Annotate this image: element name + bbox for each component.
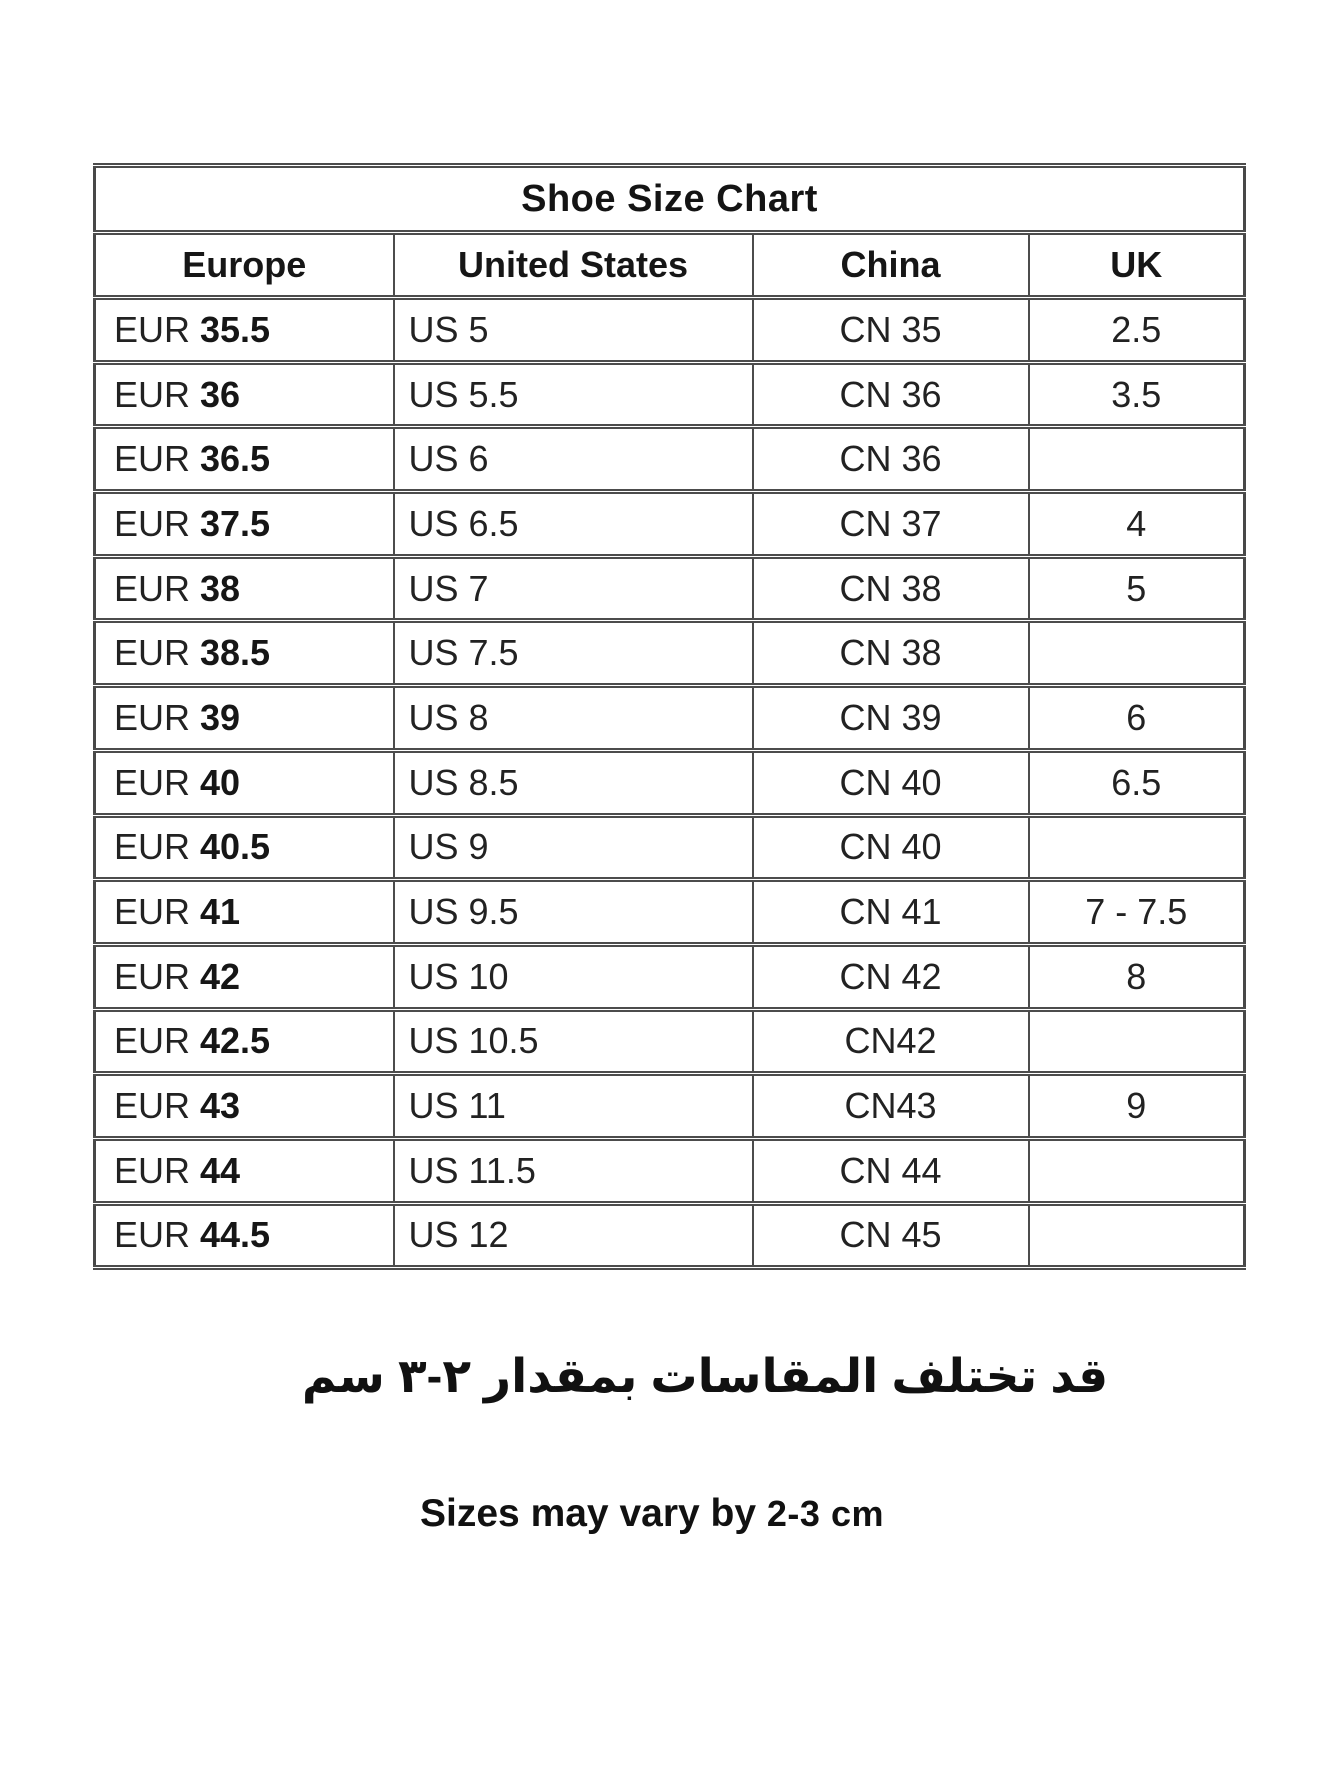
eur-prefix: EUR bbox=[114, 373, 201, 415]
col-header-united-states: United States bbox=[394, 233, 753, 298]
eur-cell bbox=[95, 362, 394, 427]
eur-prefix: EUR bbox=[114, 502, 201, 544]
eur-value: 39 bbox=[200, 696, 241, 738]
eur-value: 43 bbox=[200, 1085, 241, 1127]
us-cell: US 12 bbox=[394, 1203, 753, 1268]
table-row bbox=[95, 944, 1245, 1009]
cn-cell: CN 41 bbox=[753, 880, 1029, 945]
cn-cell: CN 42 bbox=[753, 944, 1029, 1009]
table-row bbox=[95, 686, 1245, 751]
us-cell: US 11.5 bbox=[394, 1138, 753, 1203]
uk-cell: 5 bbox=[1029, 556, 1245, 621]
uk-cell: 4 bbox=[1029, 492, 1245, 557]
uk-cell: 3.5 bbox=[1029, 362, 1245, 427]
eur-prefix: EUR bbox=[114, 632, 201, 674]
uk-cell: 8 bbox=[1029, 944, 1245, 1009]
cn-cell: CN 38 bbox=[753, 621, 1029, 686]
cn-cell: CN 38 bbox=[753, 556, 1029, 621]
eur-prefix: EUR bbox=[114, 1020, 201, 1062]
eur-cell bbox=[95, 750, 394, 815]
table-title-row bbox=[95, 166, 1245, 233]
cn-cell: CN 35 bbox=[753, 298, 1029, 363]
us-cell: US 7.5 bbox=[394, 621, 753, 686]
eur-prefix: EUR bbox=[114, 891, 201, 933]
uk-cell: 6.5 bbox=[1029, 750, 1245, 815]
cn-cell: CN 36 bbox=[753, 362, 1029, 427]
cn-cell: CN43 bbox=[753, 1074, 1029, 1139]
eur-cell bbox=[95, 686, 394, 751]
col-header-europe: Europe bbox=[95, 233, 394, 298]
eur-value: 38 bbox=[200, 567, 241, 609]
eur-value: 42 bbox=[200, 955, 241, 997]
uk-cell bbox=[1029, 1138, 1245, 1203]
us-cell: US 8 bbox=[394, 686, 753, 751]
table-row bbox=[95, 1203, 1245, 1268]
eur-prefix: EUR bbox=[114, 955, 201, 997]
table-header-row bbox=[95, 233, 1245, 298]
eur-cell bbox=[95, 1009, 394, 1074]
us-cell: US 11 bbox=[394, 1074, 753, 1139]
cn-cell: CN 39 bbox=[753, 686, 1029, 751]
eur-value: 44.5 bbox=[200, 1214, 271, 1256]
eur-cell bbox=[95, 815, 394, 880]
eur-prefix: EUR bbox=[114, 1149, 201, 1191]
cn-cell: CN 44 bbox=[753, 1138, 1029, 1203]
table-row bbox=[95, 427, 1245, 492]
uk-cell bbox=[1029, 1203, 1245, 1268]
eur-prefix: EUR bbox=[114, 308, 201, 350]
english-note-text: Sizes may vary by bbox=[420, 1492, 757, 1535]
table-row bbox=[95, 492, 1245, 557]
eur-value: 40.5 bbox=[200, 826, 271, 868]
eur-cell bbox=[95, 621, 394, 686]
table-row bbox=[95, 815, 1245, 880]
cn-cell: CN 40 bbox=[753, 815, 1029, 880]
us-cell: US 9 bbox=[394, 815, 753, 880]
arabic-size-note: قد تختلف المقاسات بمقدار ٢-٣ سم bbox=[301, 1349, 1109, 1402]
col-header-china: China bbox=[753, 233, 1029, 298]
eur-prefix: EUR bbox=[114, 696, 201, 738]
uk-cell: 6 bbox=[1029, 686, 1245, 751]
cn-cell: CN 37 bbox=[753, 492, 1029, 557]
uk-cell bbox=[1029, 815, 1245, 880]
eur-value: 42.5 bbox=[200, 1020, 271, 1062]
table-row bbox=[95, 1074, 1245, 1139]
uk-cell bbox=[1029, 621, 1245, 686]
cn-cell: CN 40 bbox=[753, 750, 1029, 815]
table-row bbox=[95, 298, 1245, 363]
table-row bbox=[95, 621, 1245, 686]
eur-prefix: EUR bbox=[114, 1085, 201, 1127]
table-row bbox=[95, 1009, 1245, 1074]
us-cell: US 9.5 bbox=[394, 880, 753, 945]
table-row bbox=[95, 880, 1245, 945]
eur-cell bbox=[95, 427, 394, 492]
eur-value: 35.5 bbox=[200, 308, 271, 350]
english-note-spacer bbox=[756, 1492, 767, 1535]
eur-value: 38.5 bbox=[200, 632, 271, 674]
eur-prefix: EUR bbox=[114, 826, 201, 868]
eur-cell bbox=[95, 556, 394, 621]
us-cell: US 5 bbox=[394, 298, 753, 363]
eur-value: 40 bbox=[200, 761, 241, 803]
uk-cell bbox=[1029, 427, 1245, 492]
eur-cell bbox=[95, 1203, 394, 1268]
eur-value: 41 bbox=[200, 891, 241, 933]
us-cell: US 7 bbox=[394, 556, 753, 621]
cn-cell: CN 36 bbox=[753, 427, 1029, 492]
eur-value: 37.5 bbox=[200, 502, 271, 544]
english-size-note bbox=[0, 1492, 1304, 1536]
table-row bbox=[95, 1138, 1245, 1203]
shoe-size-table bbox=[93, 163, 1246, 1270]
eur-prefix: EUR bbox=[114, 761, 201, 803]
uk-cell: 2.5 bbox=[1029, 298, 1245, 363]
uk-cell bbox=[1029, 1009, 1245, 1074]
eur-cell bbox=[95, 944, 394, 1009]
uk-cell: 9 bbox=[1029, 1074, 1245, 1139]
eur-cell bbox=[95, 492, 394, 557]
table-row bbox=[95, 556, 1245, 621]
eur-value: 36.5 bbox=[200, 438, 271, 480]
eur-value: 44 bbox=[200, 1149, 241, 1191]
english-note-value: 2-3 cm bbox=[766, 1493, 884, 1534]
us-cell: US 10 bbox=[394, 944, 753, 1009]
eur-cell bbox=[95, 880, 394, 945]
us-cell: US 5.5 bbox=[394, 362, 753, 427]
col-header-uk: UK bbox=[1029, 233, 1245, 298]
cn-cell: CN 45 bbox=[753, 1203, 1029, 1268]
table-row bbox=[95, 750, 1245, 815]
us-cell: US 8.5 bbox=[394, 750, 753, 815]
table-row bbox=[95, 362, 1245, 427]
eur-cell bbox=[95, 1074, 394, 1139]
eur-prefix: EUR bbox=[114, 1214, 201, 1256]
us-cell: US 6.5 bbox=[394, 492, 753, 557]
us-cell: US 10.5 bbox=[394, 1009, 753, 1074]
us-cell: US 6 bbox=[394, 427, 753, 492]
uk-cell: 7 - 7.5 bbox=[1029, 880, 1245, 945]
eur-cell bbox=[95, 298, 394, 363]
eur-prefix: EUR bbox=[114, 438, 201, 480]
table-title: Shoe Size Chart bbox=[95, 166, 1245, 233]
eur-value: 36 bbox=[200, 373, 241, 415]
eur-cell bbox=[95, 1138, 394, 1203]
cn-cell: CN42 bbox=[753, 1009, 1029, 1074]
size-table-body bbox=[95, 298, 1245, 1268]
eur-prefix: EUR bbox=[114, 567, 201, 609]
